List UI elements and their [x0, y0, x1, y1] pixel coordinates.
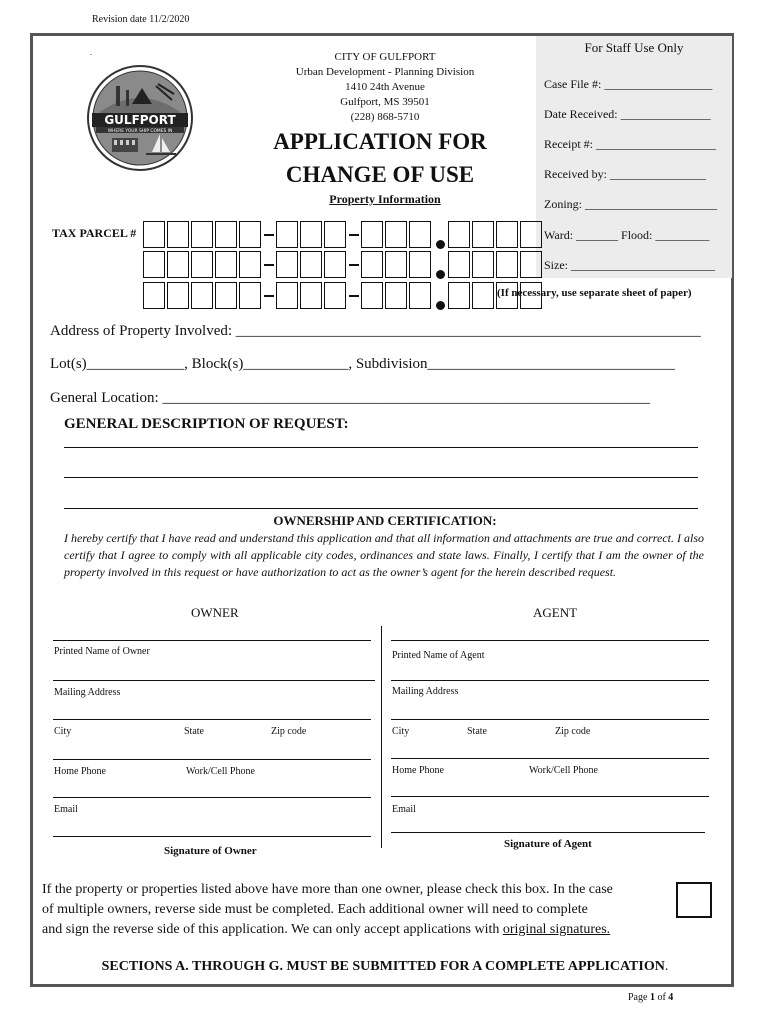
parcel-digit-box[interactable]: [143, 282, 165, 309]
staff-case-file[interactable]: Case File #: __________________: [544, 77, 713, 91]
owner-city-line[interactable]: [53, 719, 371, 720]
parcel-digit-box[interactable]: [143, 221, 165, 248]
multiple-owners-line2: of multiple owners, reverse side must be completed. Each additional owner will need to complete: [42, 902, 588, 917]
owner-mailing-line[interactable]: [53, 680, 375, 681]
agent-state-label: State: [467, 726, 487, 737]
parcel-digit-box[interactable]: [167, 282, 189, 309]
description-line[interactable]: [64, 477, 698, 478]
owner-home-phone-label: Home Phone: [54, 766, 106, 777]
agent-city-line[interactable]: [391, 719, 709, 720]
parcel-digit-box[interactable]: [409, 221, 431, 248]
owner-email-label: Email: [54, 804, 78, 815]
owner-zip-label: Zip code: [271, 726, 307, 737]
owner-phone-line[interactable]: [53, 759, 371, 760]
certification-text: I hereby certify that I have read and understand this application and that all information and attachments are true and correct. I also certify that I agree to comply with all applicable city codes, ordinances and state laws. Finally, I certify that I am the owner of the property involved in this request or have authorization to act as the owner’s agent for the herein described request.: [64, 531, 704, 579]
street-address: 1410 24th Avenue: [345, 81, 425, 93]
agent-zip-label: Zip code: [555, 726, 591, 737]
agent-signature-line[interactable]: [391, 832, 705, 833]
owner-heading: OWNER: [191, 605, 239, 620]
staff-use-title: For Staff Use Only: [584, 40, 684, 55]
parcel-digit-box[interactable]: [448, 282, 470, 309]
parcel-dash: [264, 264, 274, 266]
parcel-digit-box[interactable]: [385, 282, 407, 309]
parcel-digit-box[interactable]: [472, 282, 494, 309]
parcel-digit-box[interactable]: [191, 251, 213, 278]
svg-text:GULFPORT: GULFPORT: [104, 113, 176, 127]
parcel-digit-box[interactable]: [324, 282, 346, 309]
parcel-digit-box[interactable]: [276, 282, 298, 309]
parcel-dash: [264, 295, 274, 297]
agent-mailing-label: Mailing Address: [392, 686, 459, 697]
parcel-dot: [436, 301, 445, 310]
description-line[interactable]: [64, 447, 698, 448]
tax-parcel-label: TAX PARCEL #: [52, 226, 137, 240]
agent-name-line[interactable]: [391, 640, 709, 641]
multiple-owners-checkbox[interactable]: [676, 882, 712, 918]
parcel-digit-box[interactable]: [239, 282, 261, 309]
parcel-digit-box[interactable]: [448, 221, 470, 248]
staff-received-by[interactable]: Received by: ________________: [544, 167, 706, 181]
owner-signature-line[interactable]: [53, 836, 371, 837]
parcel-digit-box[interactable]: [324, 221, 346, 248]
parcel-digit-box[interactable]: [276, 251, 298, 278]
parcel-dash: [349, 234, 359, 236]
owner-printed-name-label: Printed Name of Owner: [54, 646, 150, 657]
agent-work-phone-label: Work/Cell Phone: [529, 765, 598, 776]
division-name: Urban Development - Planning Division: [295, 66, 475, 78]
staff-date-received[interactable]: Date Received: _______________: [544, 107, 711, 121]
parcel-digit-box[interactable]: [191, 282, 213, 309]
ownership-heading: OWNERSHIP AND CERTIFICATION:: [273, 513, 497, 528]
parcel-dot: [436, 240, 445, 249]
staff-receipt[interactable]: Receipt #: ____________________: [544, 137, 716, 151]
general-description-heading: GENERAL DESCRIPTION OF REQUEST:: [64, 416, 349, 432]
multiple-owners-line3: and sign the reverse side of this application. We can only accept applications with original signatures.: [42, 922, 611, 937]
parcel-digit-box[interactable]: [409, 251, 431, 278]
agent-mailing-line[interactable]: [391, 680, 709, 681]
page-number: Page 1 of 4: [628, 992, 674, 1003]
parcel-digit-box[interactable]: [239, 221, 261, 248]
parcel-digit-box[interactable]: [448, 251, 470, 278]
parcel-digit-box[interactable]: [496, 221, 518, 248]
agent-email-line[interactable]: [391, 796, 709, 797]
parcel-dash: [349, 264, 359, 266]
agent-city-label: City: [392, 726, 410, 737]
parcel-digit-box[interactable]: [520, 251, 542, 278]
parcel-digit-box[interactable]: [300, 221, 322, 248]
parcel-digit-box[interactable]: [472, 221, 494, 248]
parcel-digit-box[interactable]: [215, 221, 237, 248]
agent-signature-label: Signature of Agent: [504, 838, 592, 850]
owner-city-label: City: [54, 726, 72, 737]
sections-notice: SECTIONS A. THROUGH G. MUST BE SUBMITTED FOR A COMPLETE APPLICATION.: [101, 959, 669, 974]
agent-email-label: Email: [392, 804, 416, 815]
agent-home-phone-label: Home Phone: [392, 765, 444, 776]
owner-work-phone-label: Work/Cell Phone: [186, 766, 255, 777]
original-signatures-text: original signatures.: [502, 922, 611, 937]
multiple-owners-text: [42, 880, 672, 940]
property-address-field[interactable]: Address of Property Involved: ______________________________________________________________: [50, 323, 701, 339]
multiple-owners-line1: If the property or properties listed above have more than one owner, please check this box. In the case: [42, 882, 613, 897]
parcel-digit-box[interactable]: [143, 251, 165, 278]
revision-date: Revision date 11/2/2020: [92, 14, 190, 25]
parcel-digit-box[interactable]: [215, 251, 237, 278]
lot-block-subdivision-field[interactable]: Lot(s)_____________, Block(s)______________, Subdivision_________________________________: [50, 356, 675, 372]
staff-size[interactable]: Size: ________________________: [544, 258, 715, 272]
parcel-digit-box[interactable]: [167, 251, 189, 278]
agent-heading: AGENT: [533, 605, 578, 620]
agent-printed-name-label: Printed Name of Agent: [392, 650, 485, 661]
phone-number: (228) 868-5710: [350, 111, 420, 123]
parcel-digit-box[interactable]: [361, 282, 383, 309]
parcel-digit-box[interactable]: [472, 251, 494, 278]
owner-mailing-label: Mailing Address: [54, 687, 121, 698]
city-seal-logo: [86, 64, 194, 172]
staff-ward-flood[interactable]: Ward: _______ Flood: _________: [544, 228, 710, 242]
parcel-note: (If necessary, use separate sheet of paper): [497, 287, 692, 299]
parcel-digit-box[interactable]: [300, 251, 322, 278]
parcel-digit-box[interactable]: [385, 251, 407, 278]
owner-name-line[interactable]: [53, 640, 371, 641]
parcel-digit-box[interactable]: [409, 282, 431, 309]
owner-state-label: State: [184, 726, 204, 737]
property-information-heading: Property Information: [329, 192, 441, 206]
owner-signature-label: Signature of Owner: [164, 845, 257, 857]
parcel-digit-box[interactable]: [239, 251, 261, 278]
parcel-digit-box[interactable]: [300, 282, 322, 309]
parcel-digit-box[interactable]: [167, 221, 189, 248]
owner-email-line[interactable]: [53, 797, 371, 798]
city-name: CITY OF GULFPORT: [334, 51, 436, 63]
parcel-digit-box[interactable]: [191, 221, 213, 248]
parcel-digit-box[interactable]: [361, 251, 383, 278]
svg-text:WHERE YOUR SHIP COMES IN: WHERE YOUR SHIP COMES IN: [107, 129, 173, 134]
parcel-digit-box[interactable]: [520, 221, 542, 248]
column-divider: [381, 626, 382, 848]
description-line[interactable]: [64, 508, 698, 509]
parcel-digit-box[interactable]: [385, 221, 407, 248]
parcel-digit-box[interactable]: [215, 282, 237, 309]
staff-zoning[interactable]: Zoning: ______________________: [544, 197, 717, 211]
parcel-digit-box[interactable]: [361, 221, 383, 248]
form-title-line1: APPLICATION FOR: [273, 129, 487, 154]
parcel-dash: [349, 295, 359, 297]
header-dot: .: [90, 48, 92, 57]
parcel-dash: [264, 234, 274, 236]
agent-phone-line[interactable]: [391, 758, 709, 759]
general-location-field[interactable]: General Location: _________________________________________________________________: [50, 390, 650, 406]
parcel-dot: [436, 270, 445, 279]
parcel-digit-box[interactable]: [276, 221, 298, 248]
parcel-digit-box[interactable]: [496, 251, 518, 278]
form-title-line2: CHANGE OF USE: [285, 162, 475, 187]
city-state-zip: Gulfport, MS 39501: [340, 96, 430, 108]
parcel-digit-box[interactable]: [324, 251, 346, 278]
